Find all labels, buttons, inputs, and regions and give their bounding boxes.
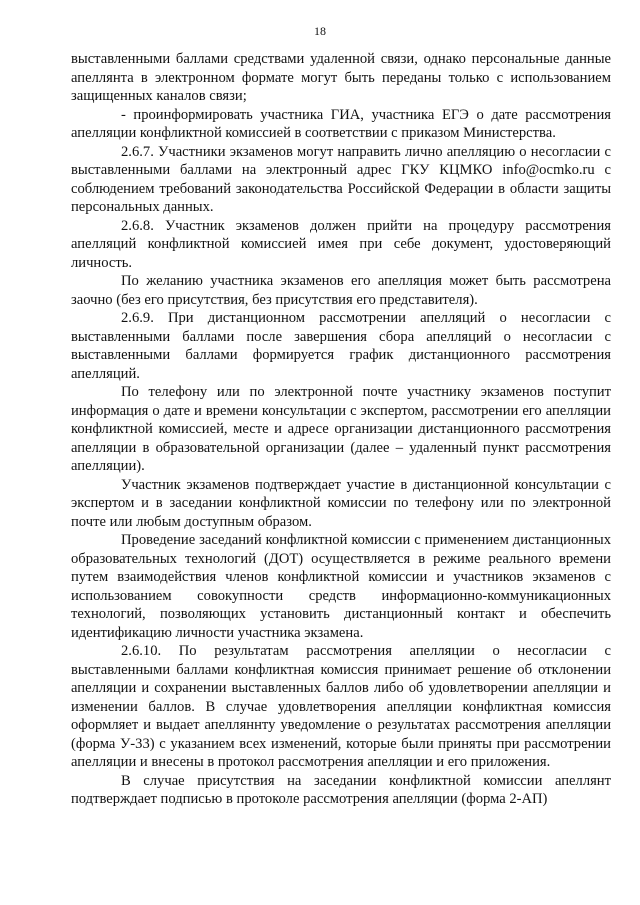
- paragraph: По телефону или по электронной почте участнику экзаменов поступит информация о дате и времени консультации с экспертом, рассмотрении его апелляции конфликтной комиссией, месте и адресе организации дистанционного рассмотрения апелляции в образовательной организации (далее – удаленный пункт рассмотрения апелляции).: [71, 384, 611, 474]
- paragraph: 2.6.7. Участники экзаменов могут направить лично апелляцию о несогласии с выставленными баллами на электронный адрес ГКУ КЦМКО info@ocmko.ru с соблюдением требований законодательства Российской Федерации в области защиты персональных данных.: [71, 143, 611, 215]
- paragraph: 2.6.8. Участник экзаменов должен прийти на процедуру рассмотрения апелляций конфликтной комиссией имея при себе документ, удостоверяющий личность.: [71, 217, 611, 271]
- document-body: [71, 50, 611, 809]
- paragraph: 2.6.9. При дистанционном рассмотрении апелляций о несогласии с выставленными баллами после завершения сбора апелляций о несогласии с выставленными баллами формируется график дистанционного рассмотрения апелляций.: [71, 310, 611, 382]
- paragraph: Проведение заседаний конфликтной комиссии с применением дистанционных образовательных технологий (ДОТ) осуществляется в режиме реального времени путем взаимодействия членов конфликтной комиссии и участников экзаменов с использованием совокупности средств информационно-коммуникационных технологий, позволяющих установить дистанционный контакт и обеспечить идентификацию личности участника экзамена.: [71, 532, 611, 641]
- paragraph: выставленными баллами средствами удаленной связи, однако персональные данные апеллянта в электронном формате могут быть переданы только с использованием защищенных каналов связи;: [71, 51, 611, 104]
- page-number: 18: [314, 24, 326, 38]
- paragraph: По желанию участника экзаменов его апелляция может быть рассмотрена заочно (без его присутствия, без присутствия его представителя).: [71, 273, 611, 308]
- paragraph: Участник экзаменов подтверждает участие в дистанционной консультации с экспертом и в заседании конфликтной комиссии по телефону или по электронной почте или любым доступным образом.: [71, 476, 611, 530]
- paragraph: 2.6.10. По результатам рассмотрения апелляции о несогласии с выставленными баллами конфликтная комиссия принимает решение об отклонении апелляции и сохранении выставленных баллов либо об удовлетворении апелляции и изменении баллов. В случае удовлетворения апелляции конфликтная комиссия оформляет и выдает апелляннту уведомление о результатах рассмотрения апелляции (форма У-33) с указанием всех изменений, которые были приняты при рассмотрении апелляции и внесены в протокол рассмотрения апелляции и его приложения.: [71, 643, 611, 770]
- paragraph: В случае присутствия на заседании конфликтной комиссии апеллянт подтверждает подписью в протоколе рассмотрения апелляции (форма 2-АП): [71, 772, 611, 807]
- paragraph: - проинформировать участника ГИА, участника ЕГЭ о дате рассмотрения апелляции конфликтной комиссией в соответствии с приказом Министерства.: [71, 106, 611, 141]
